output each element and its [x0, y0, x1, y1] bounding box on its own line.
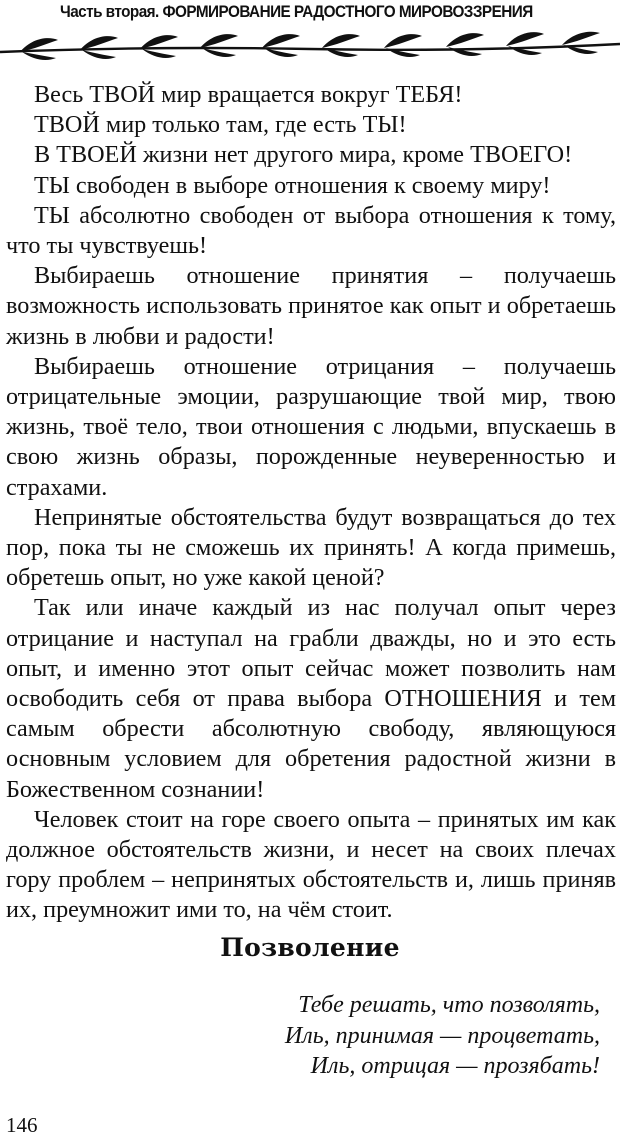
leaf-branch-ornament [0, 22, 620, 70]
paragraph: ТЫ абсолютно свободен от выбора отношения к тому, что ты чувствуешь! [6, 201, 616, 260]
paragraph: Выбираешь отношение отрицания – получаешь отрицательные эмоции, разрушающие твой мир, твою жизнь, твоё тело, твои отношения с людьми, впускаешь в свою жизнь образы, порожденные неуверенностью и страхами. [6, 352, 616, 501]
running-head: Часть вторая. ФОРМИРОВАНИЕ РАДОСТНОГО МИРОВОЗЗРЕНИЯ [60, 2, 533, 21]
paragraph: Весь ТВОЙ мир вращается вокруг ТЕБЯ! [34, 81, 463, 108]
poem-line: Иль, принимая — процветать, [284, 1022, 600, 1049]
poem-line: Тебе решать, что позволять, [298, 992, 600, 1018]
paragraph: ТВОЙ мир только там, где есть ТЫ! [34, 111, 407, 139]
paragraph: ТЫ свободен в выборе отношения к своему миру! [34, 171, 551, 199]
paragraph: В ТВОЕЙ жизни нет другого мира, кроме ТВОЕГО! [34, 141, 573, 169]
poem-epigraph [200, 990, 600, 1082]
paragraph: Так или иначе каждый из нас получал опыт через отрицание и наступал на грабли дважды, но и это есть опыт, и именно этот опыт сейчас может позволить нам освободить себя от права выбора ОТНОШЕНИЯ и тем самым обрести абсолютную свободу, являющуюся основным условием для обретения радостной жизни в Божественном сознании! [6, 594, 616, 803]
paragraph: Непринятые обстоятельства будут возвращаться до тех пор, пока ты не сможешь их принять! А когда примешь, обретешь опыт, но уже какой ценой? [6, 503, 616, 592]
section-heading: Позволение [220, 933, 400, 962]
body-text [6, 80, 616, 926]
paragraph: Человек стоит на горе своего опыта – принятых им как должное обстоятельств жизни, и несет на своих плечах гору проблем – непринятых обстоятельств и, лишь приняв их, преумножит ими то, на чём стоит. [6, 805, 616, 924]
page-number: 146 [6, 1113, 38, 1137]
paragraph: Выбираешь отношение принятия – получаешь возможность использовать принятое как опыт и обретаешь жизнь в любви и радости! [6, 262, 616, 350]
poem-line: Иль, отрицая — прозябать! [310, 1053, 600, 1079]
